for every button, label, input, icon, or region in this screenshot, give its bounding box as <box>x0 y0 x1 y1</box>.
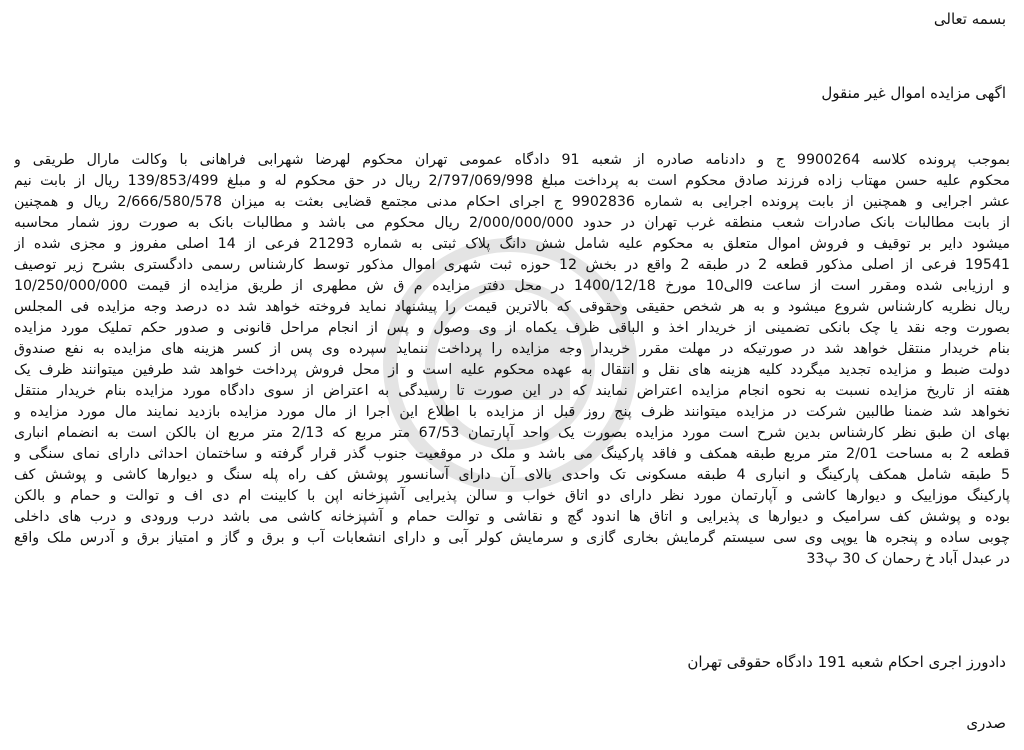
body-line: عشر اجرایی و همچنین از بابت پرونده اجرایی به شماره 9902836 ج اجرای احکام مدنی مجتمع قضایی بعثت به میزان 2/666/580/578 ریال و همچنین <box>14 194 1010 210</box>
signature-line: دادورز اجری احکام شعبه 191 دادگاه حقوقی تهران <box>687 653 1006 671</box>
body-line: بصورت وجه نقد یا چک بانکی تضمینی از خریدار اخذ و الباقی ظرف یکماه از وی وصول و پس از انجام مراحل قانونی و صدور حکم تملیک مورد مزایده <box>14 320 1010 336</box>
bismillah-heading: بسمه تعالی <box>933 10 1006 28</box>
body-line: ریال نظریه کارشناس شروع میشود و به هر شخص حقیقی وحقوقی که بالاترین قیمت را پیشنهاد نماید فروخته خواهد شد ده درصد وجه مزایده فی المجلس <box>14 299 1010 315</box>
body-line: 5 طبقه شامل همکف پارکینگ و انباری 4 طبقه مسکونی تک واحدی بالای آن دارای آسانسور پوشش کف راه پله سنگ و دیوارها کاشی و پوشش کف <box>14 467 1010 483</box>
body-line: دولت ضبط و مزایده تجدید میگردد کلیه هزینه های نقل و انتقال به عهده محکوم علیه است و از محل فروش پرداخت خواهد شد طرفین میتوانند ظرف یک <box>14 362 1010 378</box>
body-line: هفته از تاریخ مزایده نسبت به نحوه انجام مزایده اعتراض نمایند که در این صورت تا رسیدگی به اعتراض از سوی دادگاه مورد مزایده بنام خریدار منتقل <box>14 383 1010 399</box>
body-line: بهای ان طبق نظر کارشناس بدین شرح است مورد مزایده بصورت یک واحد آپارتمان 67/53 متر مربع که 2/13 متر مربع ان بالکن است به انضمام انباری <box>14 425 1010 441</box>
body-line: بموجب پرونده کلاسه 9900264 ج و دادنامه صادره از شعبه 91 دادگاه عمومی تهران محکوم لهرضا شهرابی فراهانی با وکالت مارال طریقی و <box>14 152 1010 168</box>
notice-title: اگهی مزایده اموال غیر منقول <box>821 84 1006 102</box>
body-line: در عبدل آباد خ رحمان ک 30 پ33 <box>806 551 1010 567</box>
body-line: بنام خریدار منتقل خواهد شد در صورتیکه در مهلت مقرر خریدار وجه مزایده را پرداخت ننماید سپرده وی پس از کسر هزینه های مزایده به نفع صندوق <box>14 341 1010 357</box>
body-line: بوده و پوشش کف سرامیک و دیوارها ی پذیرایی و اتاق ها اندود گچ و نقاشی و توالت حمام و آشپزخانه کاشی می باشد درب ورودی و درب های داخلی <box>14 509 1010 525</box>
body-line: قطعه 2 به مساحت 2/01 متر مربع طبقه همکف و فاقد پارکینگ می باشد و ملک در موقعیت جنوب گذر قرار گرفته و ساختمان احداثی دارای نمای سنگی و <box>14 446 1010 462</box>
body-line: میشود دایر بر توقیف و فروش اموال متعلق به محکوم علیه شامل شش دانگ پلاک ثبتی به شماره 21293 فرعی از 14 اصلی مفروز و مجزی شده از <box>14 236 1010 252</box>
body-line: محکوم علیه حسن مهتاب زاده فرزند صادق محکوم است به پرداخت مبلغ 2/797/069/998 ریال در حق محکوم له و مبلغ 139/853/499 ریال از بابت نیم <box>14 173 1010 189</box>
issuer-name: صدری <box>966 714 1006 732</box>
body-line: و ارزیابی شده ومقرر است از ساعت 9الی10 مورخ 1400/12/18 در محل دفتر مزایده م ق ش مطهری از طریق مزایده از قیمت 10/250/000/000 <box>14 278 1010 294</box>
body-line: از بابت مطالبات بانک صادرات شعب منطقه غرب تهران در حدود 2/000/000/000 ریال محکوم می باشد و مطالبات بانک به صورت روز شمار محاسبه <box>14 215 1010 231</box>
body-line: نخواهد شد ضمنا طالبین شرکت در مزایده میتوانند ظرف پنج روز قبل از مزایده با اطلاع این اجرا از مال مورد مزایده بازدید نمایند مال مورد مزایده و <box>14 404 1010 420</box>
body-line: چوبی ساده و پنجره ها یوپی وی سی سیستم گرمایش بخاری گازی و سرمایش کولر آبی و دارای انشعابات آب و برق و گاز و امتیاز برق و آدرس ملک واقع <box>14 530 1010 546</box>
body-line: 19541 فرعی از اصلی مذکور قطعه 2 در طبقه 2 واقع در بخش 12 حوزه ثبت شهری اموال مذکور توسط کارشناس رسمی دادگستری بشرح زیر توصیف <box>14 257 1010 273</box>
notice-body <box>14 150 1010 570</box>
body-line: پارکینگ موزاییک و دیوارها کاشی و آپارتمان مورد نظر دارای دو اتاق خواب و سالن پذیرایی آشپزخانه اپن با کابینت ام دی اف و توالت و حمام و بالکن <box>14 488 1010 504</box>
